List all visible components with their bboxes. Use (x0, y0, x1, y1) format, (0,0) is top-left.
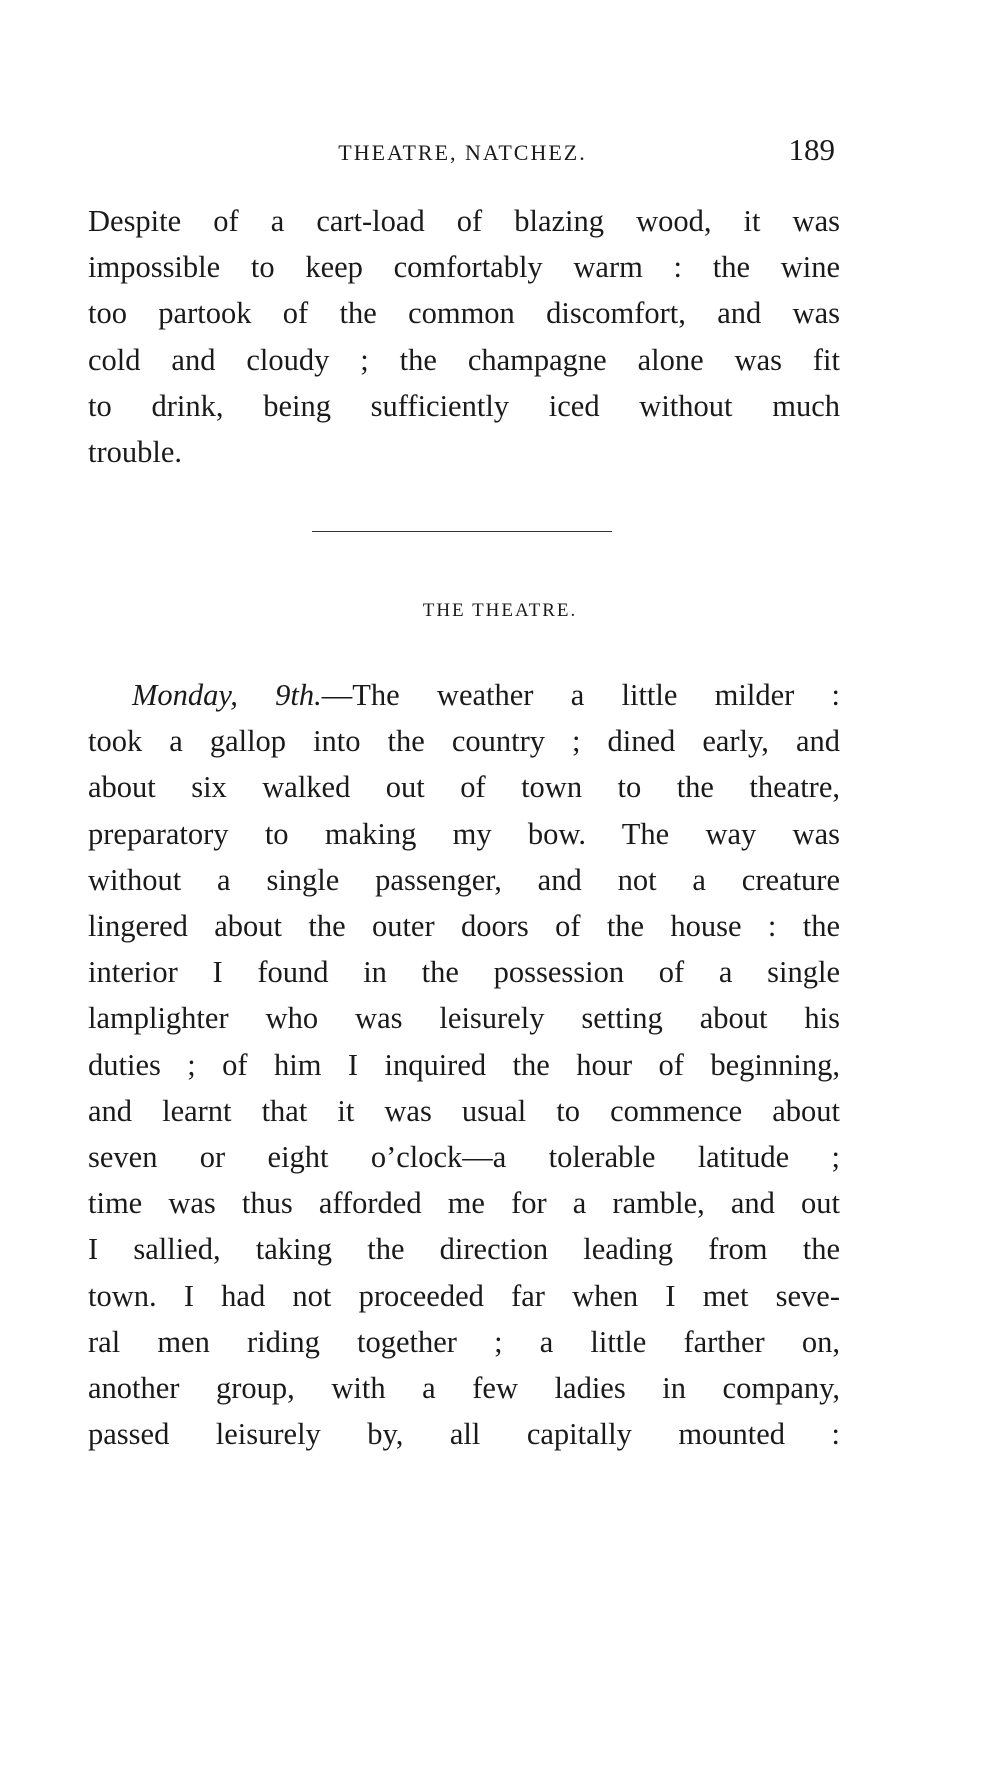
section-paragraph (88, 672, 840, 1457)
text-line: duties ; of him I inquired the hour of beginning, (88, 1047, 840, 1082)
text-line: too partook of the common discomfort, and was (88, 296, 840, 331)
text-line: seven or eight o’clock—a tolerable latitude ; (88, 1140, 840, 1175)
section-divider-rule (312, 531, 612, 532)
text-line: cold and cloudy ; the champagne alone was fit (88, 342, 840, 377)
text-line: passed leisurely by, all capitally mounted : (88, 1417, 840, 1452)
text-line: lamplighter who was leisurely setting about his (88, 1001, 840, 1036)
first-line-text: —The weather a little milder : (321, 678, 840, 712)
date-number: 9th. (275, 678, 322, 712)
text-line: to drink, being sufficiently iced without much (88, 388, 840, 423)
running-title: THEATRE, NATCHEZ. (338, 140, 587, 165)
date-day: Monday, (132, 678, 238, 712)
text-line: another group, with a few ladies in company, (88, 1371, 840, 1406)
text-line: time was thus afforded me for a ramble, and out (88, 1186, 840, 1221)
text-line: town. I had not proceeded far when I met seve- (88, 1278, 840, 1313)
paragraph-continued (88, 198, 840, 475)
page-number: 189 (788, 132, 835, 167)
section-heading: THE THEATRE. (422, 600, 578, 621)
text-line: impossible to keep comfortably warm : the wine (88, 250, 840, 285)
text-line: without a single passenger, and not a creature (88, 862, 840, 897)
text-line: preparatory to making my bow. The way was (88, 816, 840, 851)
running-head (90, 132, 835, 172)
text-line: lingered about the outer doors of the house : the (88, 909, 840, 944)
text-line: interior I found in the possession of a single (88, 955, 840, 990)
text-line: trouble. (88, 435, 183, 470)
text-line-first (88, 672, 840, 718)
text-line: ral men riding together ; a little farther on, (88, 1324, 840, 1359)
text-line: I sallied, taking the direction leading from the (88, 1232, 840, 1267)
text-line: took a gallop into the country ; dined early, and (88, 724, 840, 759)
text-line: about six walked out of town to the theatre, (88, 770, 840, 805)
text-line: Despite of a cart-load of blazing wood, it was (88, 204, 840, 238)
text-line: and learnt that it was usual to commence about (88, 1093, 840, 1128)
